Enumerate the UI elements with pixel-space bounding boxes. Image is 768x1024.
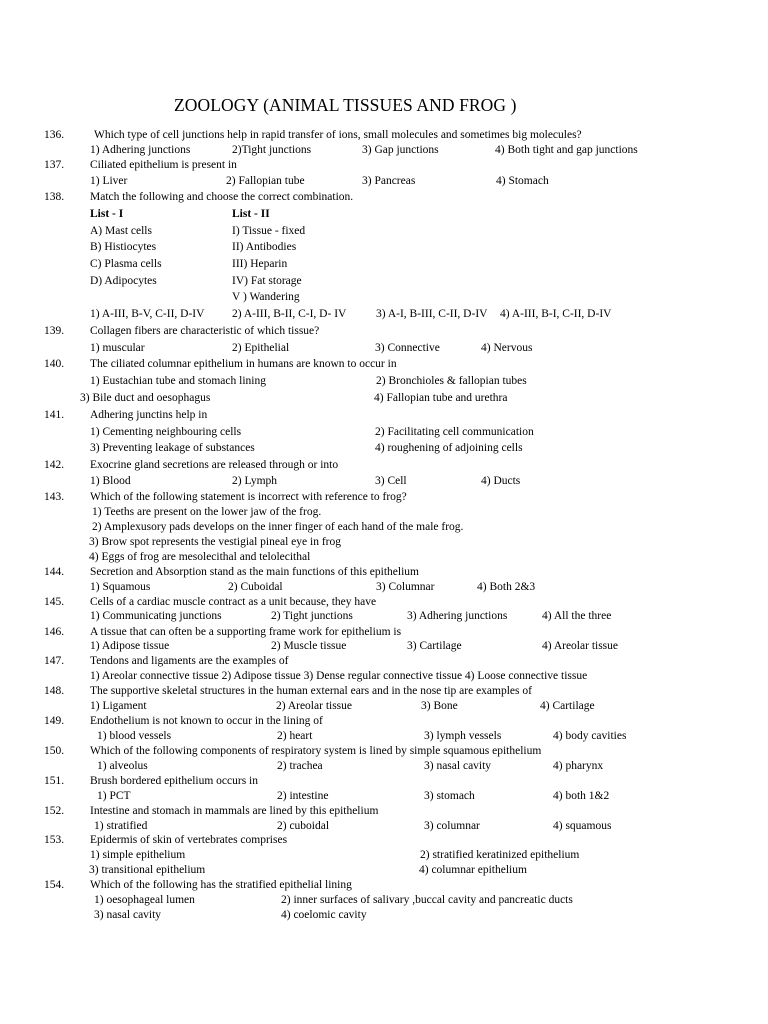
question-number: 143.: [44, 491, 65, 503]
option: 4) body cavities: [553, 730, 627, 742]
option: 2) intestine: [277, 790, 329, 802]
question-text: Which type of cell junctions help in rapid transfer of ions, small molecules and sometimes big molecules?: [94, 129, 582, 141]
question-text: Cells of a cardiac muscle contract as a unit because, they have: [90, 596, 377, 608]
option: 2)Tight junctions: [232, 144, 312, 156]
option: 3) Adhering junctions: [407, 610, 508, 622]
option: 4) pharynx: [553, 760, 604, 772]
option: 2) cuboidal: [277, 820, 330, 832]
option: 1) Areolar connective tissue 2) Adipose tissue 3) Dense regular connective tissue 4) Loose connective tissue: [90, 670, 588, 682]
option: 4) roughening of adjoining cells: [375, 442, 523, 454]
question-text: Tendons and ligaments are the examples of: [90, 655, 289, 667]
option: 1) Cementing neighbouring cells: [90, 426, 242, 438]
question-text: A tissue that can often be a supporting frame work for epithelium is: [90, 626, 402, 638]
option: 1) PCT: [97, 790, 131, 802]
option: 1) Blood: [90, 475, 131, 487]
option: 3) Cartilage: [407, 640, 462, 652]
list-i-item: C) Plasma cells: [90, 258, 162, 270]
question-number: 136.: [44, 129, 65, 141]
option: 1) simple epithelium: [90, 849, 186, 861]
option: 1) Squamous: [90, 581, 151, 593]
option: 2) trachea: [277, 760, 323, 772]
question-number: 142.: [44, 459, 65, 471]
option: 4) Areolar tissue: [542, 640, 619, 652]
option: 1) stratified: [94, 820, 148, 832]
option: 1) Communicating junctions: [90, 610, 222, 622]
option: 4) Both 2&3: [477, 581, 536, 593]
option: 2) Bronchioles & fallopian tubes: [376, 375, 527, 387]
question-number: 150.: [44, 745, 65, 757]
option: 2) A-III, B-II, C-I, D- IV: [232, 308, 347, 320]
question-number: 152.: [44, 805, 65, 817]
option: 4) Stomach: [496, 175, 549, 187]
option: 2) inner surfaces of salivary ,buccal cavity and pancreatic ducts: [281, 894, 573, 906]
question-number: 137.: [44, 159, 65, 171]
option: 4) both 1&2: [553, 790, 610, 802]
option: 2) Epithelial: [232, 342, 290, 354]
question-text: Epidermis of skin of vertebrates comprises: [90, 834, 288, 846]
option: 1) oesophageal lumen: [94, 894, 195, 906]
question-number: 151.: [44, 775, 65, 787]
question-text: Ciliated epithelium is present in: [90, 159, 237, 171]
option: 4) Eggs of frog are mesolecithal and telolecithal: [89, 551, 311, 563]
question-text: The supportive skeletal structures in the human external ears and in the nose tip are examples of: [90, 685, 532, 697]
question-text: The ciliated columnar epithelium in humans are known to occur in: [90, 358, 397, 370]
option: 2) Facilitating cell communication: [375, 426, 534, 438]
option: 3) Connective: [375, 342, 440, 354]
question-number: 140.: [44, 358, 65, 370]
option: 1) Teeths are present on the lower jaw of the frog.: [92, 506, 322, 518]
option: 3) nasal cavity: [94, 909, 162, 921]
option: 2) Muscle tissue: [271, 640, 347, 652]
option: 4) A-III, B-I, C-II, D-IV: [500, 308, 612, 320]
question-text: Endothelium is not known to occur in the lining of: [90, 715, 323, 727]
list-i-header: List - I: [90, 208, 124, 220]
option: 4) Nervous: [481, 342, 533, 354]
question-text: Secretion and Absorption stand as the main functions of this epithelium: [90, 566, 419, 578]
question-text: Brush bordered epithelium occurs in: [90, 775, 258, 787]
option: 3) transitional epithelium: [89, 864, 206, 876]
question-number: 153.: [44, 834, 65, 846]
question-number: 148.: [44, 685, 65, 697]
option: 4) Both tight and gap junctions: [495, 144, 638, 156]
question-number: 146.: [44, 626, 65, 638]
option: 4) squamous: [553, 820, 612, 832]
question-text: Which of the following components of respiratory system is lined by simple squamous epithelium: [90, 745, 542, 757]
question-number: 147.: [44, 655, 65, 667]
option: 1) blood vessels: [97, 730, 172, 742]
question-number: 149.: [44, 715, 65, 727]
option: 1) muscular: [90, 342, 145, 354]
option: 1) Liver: [90, 175, 128, 187]
question-text: Intestine and stomach in mammals are lined by this epithelium: [90, 805, 379, 817]
option: 1) Adipose tissue: [90, 640, 170, 652]
question-text: Match the following and choose the correct combination.: [90, 191, 354, 203]
option: 4) Fallopian tube and urethra: [374, 392, 508, 404]
option: 2) Tight junctions: [271, 610, 353, 622]
option: 2) heart: [277, 730, 313, 742]
option: 4) All the three: [542, 610, 612, 622]
list-i-item: A) Mast cells: [90, 225, 152, 237]
list-ii-item: III) Heparin: [232, 258, 288, 270]
option: 1) alveolus: [97, 760, 148, 772]
question-number: 139.: [44, 325, 65, 337]
option: 3) Bile duct and oesophagus: [80, 392, 211, 404]
option: 3) columnar: [424, 820, 480, 832]
list-ii-item: IV) Fat storage: [232, 275, 302, 287]
option: 3) Pancreas: [362, 175, 416, 187]
option: 2) Fallopian tube: [226, 175, 305, 187]
option: 1) Adhering junctions: [90, 144, 191, 156]
option: 2) Cuboidal: [228, 581, 283, 593]
question-text: Adhering junctins help in: [90, 409, 208, 421]
option: 2) Lymph: [232, 475, 278, 487]
option: 2) stratified keratinized epithelium: [420, 849, 580, 861]
option: 3) Brow spot represents the vestigial pineal eye in frog: [89, 536, 341, 548]
option: 3) Gap junctions: [362, 144, 439, 156]
option: 3) Columnar: [376, 581, 435, 593]
list-ii-item: V ) Wandering: [232, 291, 300, 303]
list-ii-item: I) Tissue - fixed: [232, 225, 306, 237]
option: 3) Bone: [421, 700, 458, 712]
option: 4) Ducts: [481, 475, 521, 487]
option: 2) Areolar tissue: [276, 700, 353, 712]
option: 3) stomach: [424, 790, 475, 802]
option: 3) Preventing leakage of substances: [90, 442, 255, 454]
list-ii-header: List - II: [232, 208, 270, 220]
question-text: Exocrine gland secretions are released through or into: [90, 459, 339, 471]
question-number: 144.: [44, 566, 65, 578]
question-number: 154.: [44, 879, 65, 891]
question-text: Collagen fibers are characteristic of which tissue?: [90, 325, 320, 337]
question-number: 138.: [44, 191, 65, 203]
list-i-item: B) Histiocytes: [90, 241, 157, 253]
question-text: Which of the following statement is incorrect with reference to frog?: [90, 491, 407, 503]
option: 2) Amplexusory pads develops on the inner finger of each hand of the male frog.: [92, 521, 464, 533]
question-text: Which of the following has the stratified epithelial lining: [90, 879, 352, 891]
question-number: 141.: [44, 409, 65, 421]
list-i-item: D) Adipocytes: [90, 275, 157, 287]
option: 4) Cartilage: [540, 700, 595, 712]
option: 1) Ligament: [90, 700, 147, 712]
option: 4) columnar epithelium: [419, 864, 527, 876]
list-ii-item: II) Antibodies: [232, 241, 297, 253]
option: 3) A-I, B-III, C-II, D-IV: [376, 308, 488, 320]
option: 1) Eustachian tube and stomach lining: [90, 375, 266, 387]
option: 4) coelomic cavity: [281, 909, 367, 921]
option: 3) Cell: [375, 475, 407, 487]
page-title: ZOOLOGY (ANIMAL TISSUES AND FROG ): [174, 95, 517, 115]
option: 1) A-III, B-V, C-II, D-IV: [90, 308, 205, 320]
question-number: 145.: [44, 596, 65, 608]
option: 3) lymph vessels: [424, 730, 502, 742]
option: 3) nasal cavity: [424, 760, 492, 772]
